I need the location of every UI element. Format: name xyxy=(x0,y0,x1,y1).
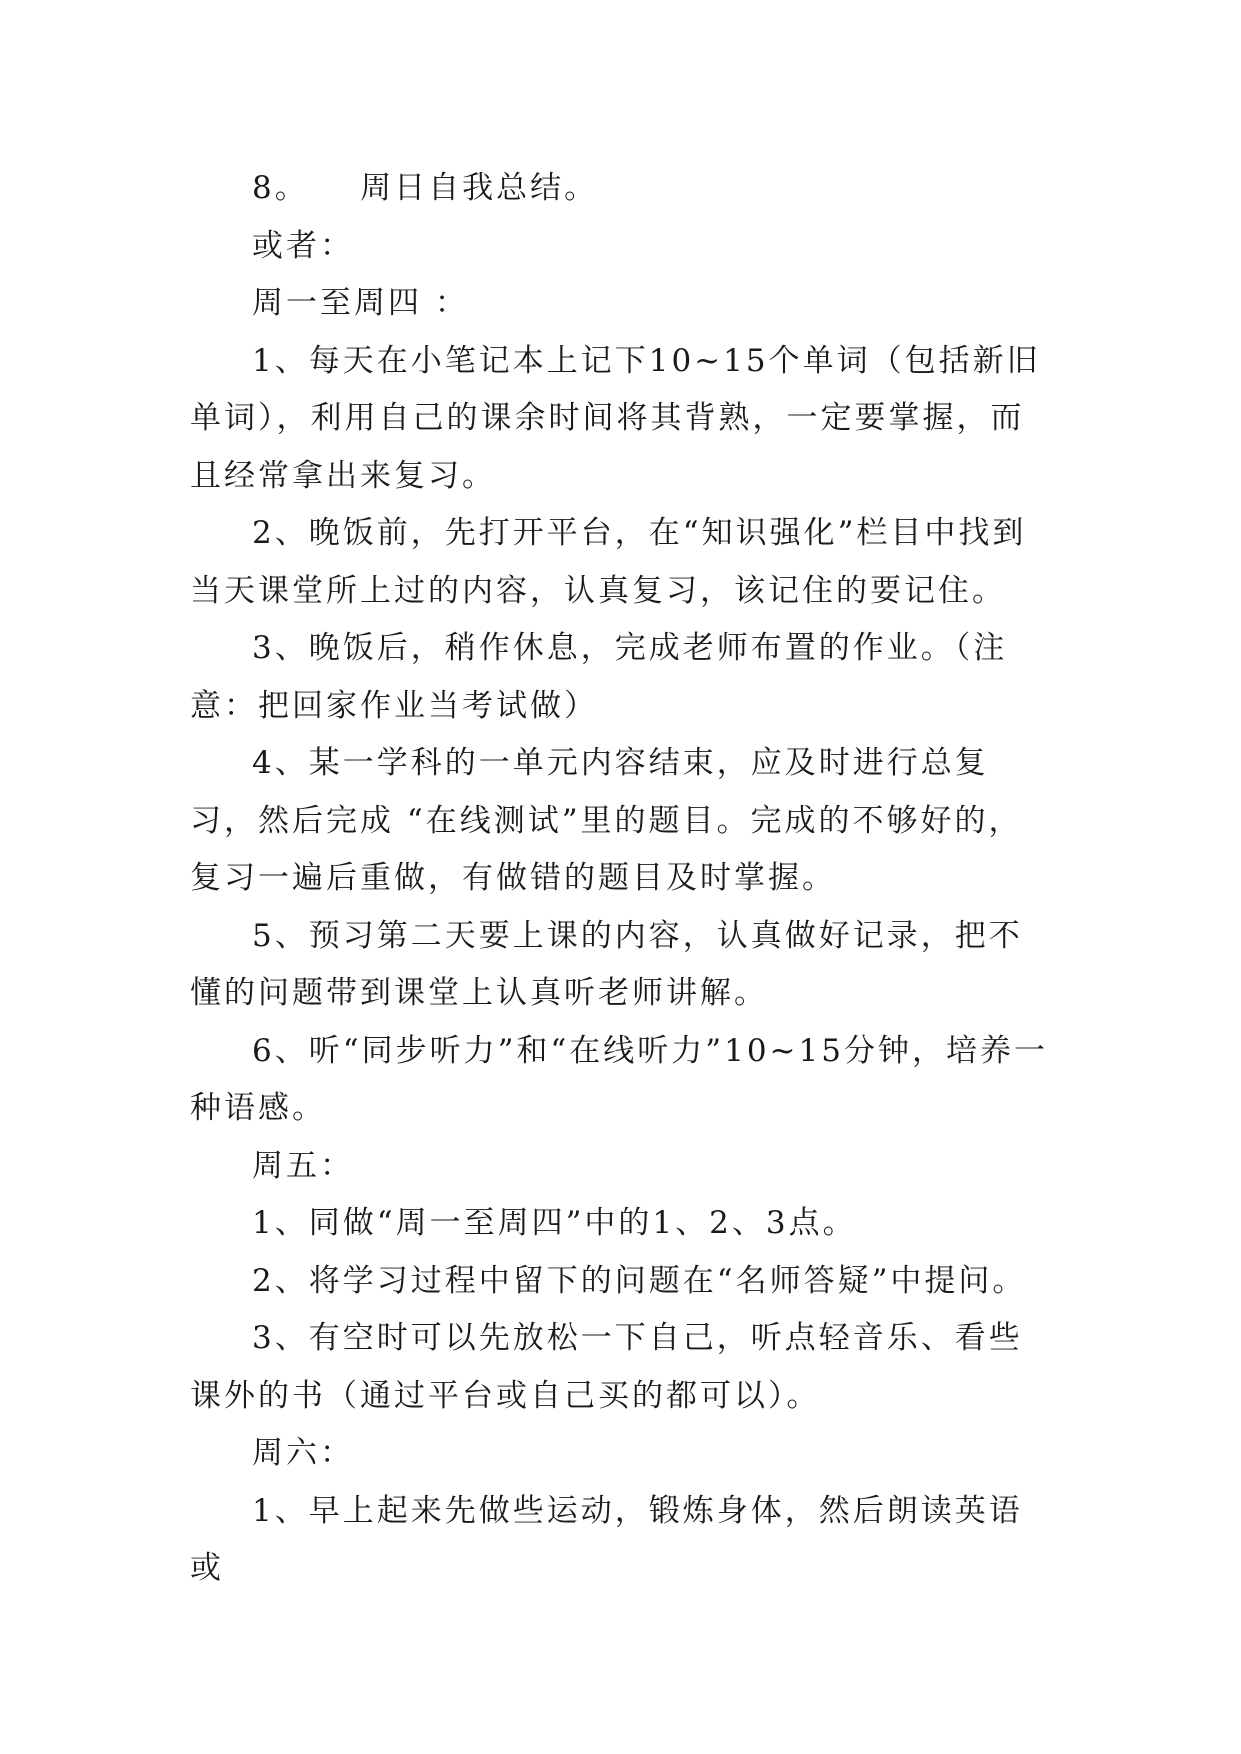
document-body xyxy=(190,160,1050,1598)
paragraph-mon-thu-item-5: 5、预习第二天要上课的内容，认真做好记录，把不懂的问题带到课堂上认真听老师讲解。 xyxy=(190,917,1023,1011)
paragraph-monday-thursday-heading: 周一至周四 ： xyxy=(252,285,469,321)
paragraph-item-8-sunday-summary: 8。 周日自我总结。 xyxy=(252,170,599,206)
paragraph-alternative-heading: 或者： xyxy=(252,227,354,264)
paragraph-mon-thu-item-4: 4、某一学科的一单元内容结束，应及时进行总复习，然后完成 “在线测试”里的题目。完成的不够好的，复习一遍后重做，有做错的题目及时掌握。 xyxy=(190,745,1023,896)
paragraph-friday-heading: 周五： xyxy=(252,1147,354,1184)
paragraph-friday-item-1: 1、同做“周一至周四”中的1、2、3点。 xyxy=(252,1205,857,1241)
paragraph-mon-thu-item-6: 6、听“同步听力”和“在线听力”10~15分钟，培养一种语感。 xyxy=(190,1032,1048,1126)
paragraph-mon-thu-item-2: 2、晚饭前，先打开平台，在“知识强化”栏目中找到当天课堂所上过的内容，认真复习，该记住的要记住。 xyxy=(190,515,1027,609)
paragraph-saturday-heading: 周六： xyxy=(252,1435,354,1471)
paragraph-saturday-item-1: 1、早上起来先做些运动，锻炼身体，然后朗读英语或 xyxy=(190,1492,1023,1586)
paragraph-mon-thu-item-3: 3、晚饭后，稍作休息，完成老师布置的作业。（注意：把回家作业当考试做） xyxy=(190,630,1008,724)
paragraph-friday-item-2: 2、将学习过程中留下的问题在“名师答疑”中提问。 xyxy=(252,1262,1027,1299)
paragraph-friday-item-3: 3、有空时可以先放松一下自己，听点轻音乐、看些课外的书（通过平台或自己买的都可以）。 xyxy=(190,1320,1023,1414)
paragraph-mon-thu-item-1: 1、每天在小笔记本上记下10~15个单词（包括新旧单词），利用自己的课余时间将其背熟，一定要掌握，而且经常拿出来复习。 xyxy=(190,342,1041,494)
